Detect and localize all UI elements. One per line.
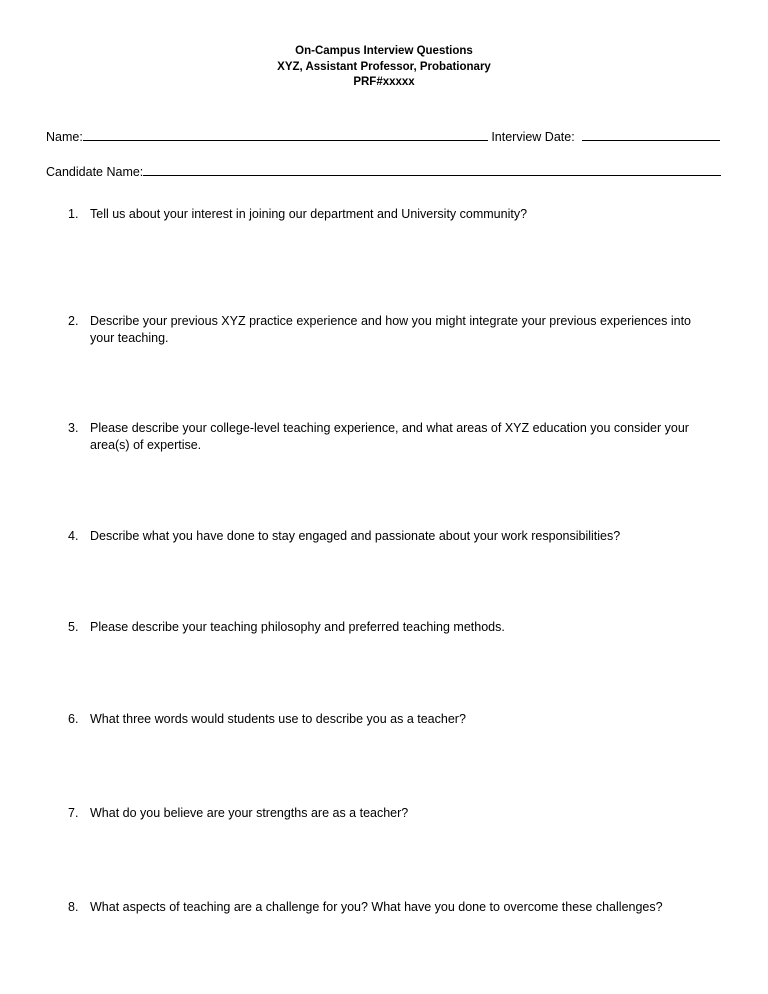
header-title: On-Campus Interview Questions	[295, 45, 473, 57]
question-number: 5.	[68, 620, 79, 634]
question-text: Describe your previous XYZ practice experience and how you might integrate your previous experiences into your teaching.	[90, 314, 692, 345]
question-number: 6.	[68, 712, 79, 726]
question-text: Please describe your college-level teaching experience, and what areas of XYZ education you consider your area(s) of expertise.	[90, 421, 689, 452]
question-text: What do you believe are your strengths are as a teacher?	[90, 806, 409, 820]
header-position: XYZ, Assistant Professor, Probationary	[277, 60, 491, 73]
question-text: Describe what you have done to stay engaged and passionate about your work responsibilities?	[90, 529, 621, 543]
interview-date-blank-line[interactable]	[582, 128, 720, 141]
question-number: 2.	[68, 314, 79, 328]
question-number: 3.	[68, 421, 79, 435]
name-label: Name:	[46, 130, 83, 144]
question-number: 7.	[68, 806, 79, 820]
document-header	[0, 44, 768, 91]
candidate-name-field	[46, 163, 721, 179]
name-blank-line[interactable]	[83, 128, 488, 141]
header-prf-number: PRF#xxxxx	[353, 76, 415, 88]
question-text: Please describe your teaching philosophy and preferred teaching methods.	[90, 620, 505, 634]
question-number: 8.	[68, 900, 79, 914]
candidate-name-label: Candidate Name:	[46, 165, 144, 179]
question-number: 4.	[68, 529, 79, 543]
question-text: Tell us about your interest in joining our department and University community?	[90, 207, 528, 221]
question-text: What three words would students use to describe you as a teacher?	[90, 712, 466, 726]
candidate-name-blank-line[interactable]	[143, 163, 721, 176]
question-number: 1.	[68, 207, 79, 221]
question-text: What aspects of teaching are a challenge for you? What have you done to overcome these challenges?	[90, 900, 663, 914]
name-field	[46, 128, 720, 144]
interview-date-label: Interview Date:	[491, 130, 575, 144]
